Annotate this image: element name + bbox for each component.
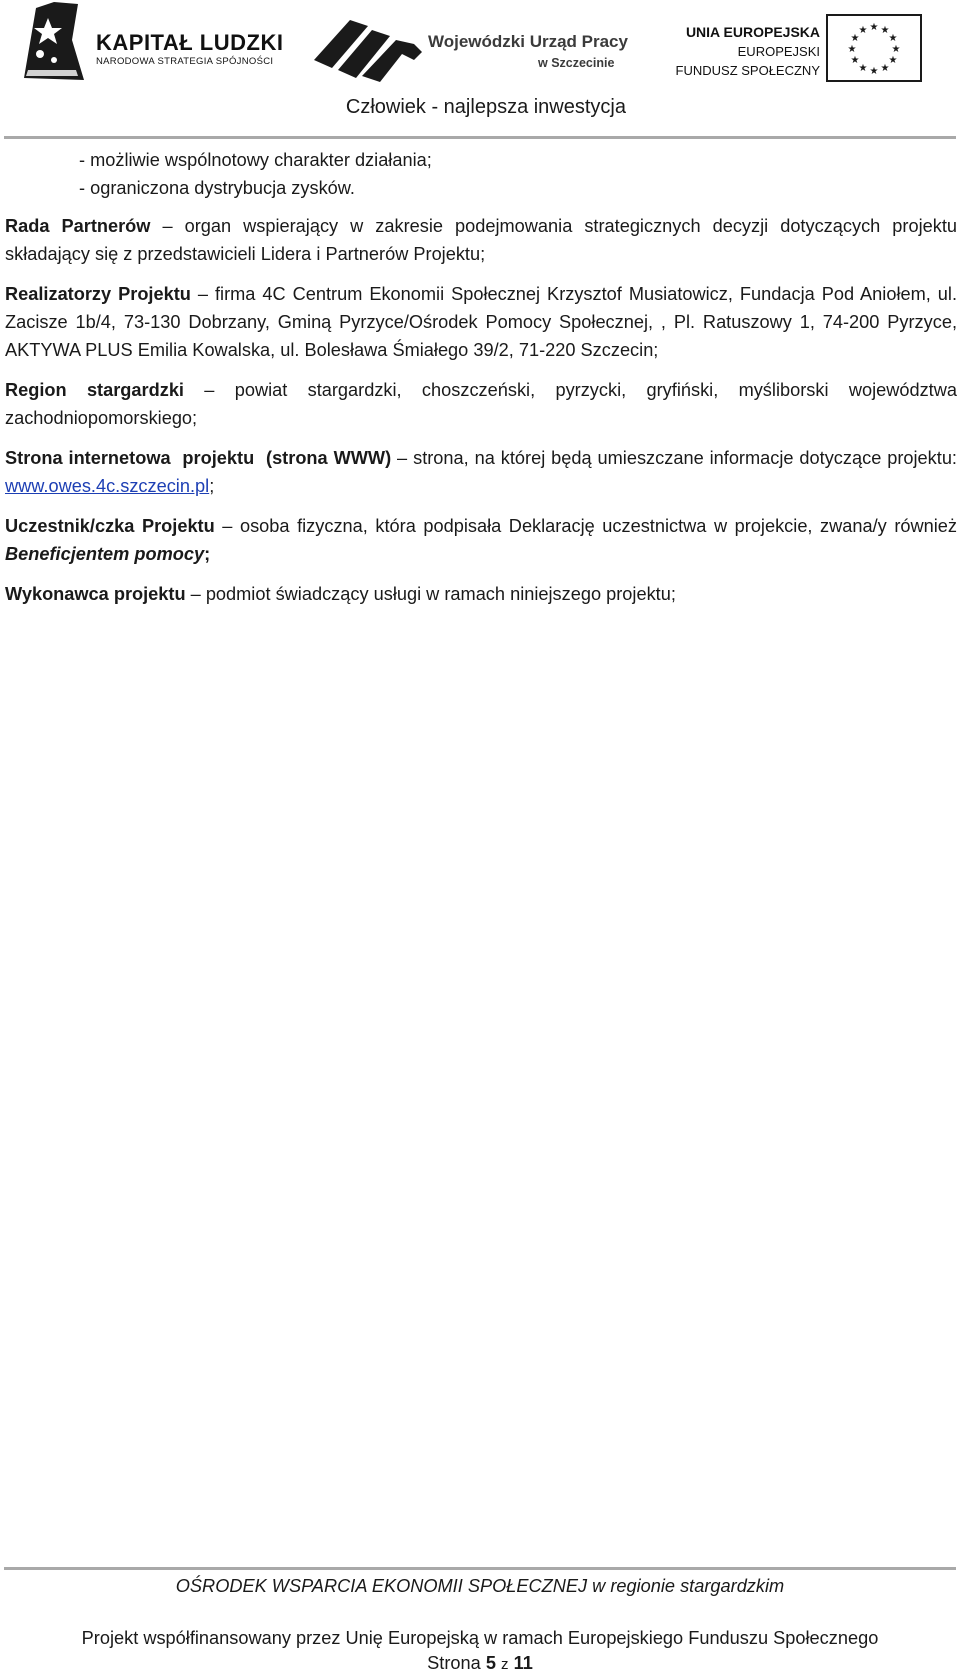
eu-fund-line2: FUNDUSZ SPOŁECZNY: [675, 63, 820, 78]
definition-term: Region stargardzki: [5, 380, 184, 400]
svg-text:★: ★: [888, 33, 898, 44]
definition-uczestnik-projektu: [5, 512, 957, 568]
definition-region-stargardzki: [5, 376, 957, 432]
header-motto: Człowiek - najlepsza inwestycja: [345, 96, 626, 118]
list-item: - możliwie wspólnotowy charakter działania;: [79, 150, 432, 170]
wup-logo: [310, 14, 630, 84]
definition-text: – powiat stargardzki, choszczeński, pyrzycki, gryfiński, myśliborski województwa zachodniopomorskiego;: [5, 380, 957, 428]
header-divider: [4, 136, 956, 139]
kapital-ludzki-title: KAPITAŁ LUDZKI: [96, 30, 284, 55]
svg-text:★: ★: [858, 63, 868, 74]
svg-text:★: ★: [850, 33, 860, 44]
svg-text:★: ★: [891, 44, 901, 55]
footer-cofinancing: Projekt współfinansowany przez Unię Europejską w ramach Europejskiego Funduszu Społecznego: [81, 1628, 879, 1648]
wup-emblem-icon: [310, 14, 428, 84]
page-number: [0, 1653, 960, 1674]
svg-text:★: ★: [858, 25, 868, 36]
definition-term: Wykonawca projektu: [5, 584, 186, 604]
definition-text: – osoba fizyczna, która podpisała Deklarację uczestnictwa w projekcie, zwana/y również: [214, 516, 957, 536]
definition-punct: ;: [204, 544, 211, 564]
svg-text:★: ★: [880, 25, 890, 36]
project-website-link[interactable]: www.owes.4c.szczecin.pl: [5, 476, 210, 496]
kapital-ludzki-logo: [14, 0, 286, 86]
svg-text:★: ★: [888, 55, 898, 66]
definition-term: Rada Partnerów: [5, 216, 151, 236]
wup-city: w Szczecinie: [538, 56, 615, 70]
definition-text: – podmiot świadczący usługi w ramach niniejszego projektu;: [185, 584, 676, 604]
definition-term: Uczestnik/czka Projektu: [5, 516, 215, 536]
document-body: [5, 146, 957, 608]
footer-divider: [4, 1567, 956, 1570]
definition-text: – firma 4C Centrum Ekonomii Społecznej Krzysztof Musiatowicz, Fundacja Pod Aniołem, ul. Zacisze 1b/4, 73-130 Dobrzany, Gminą Pyrzyce/Ośrodek Pomocy Społecznej, , Pl. Ratuszowy 1, 74-200 Pyrzyce, AKTYWA PLUS Emilia Kowalska, ul. Bolesława Śmiałego 39/2, 71-220 Szczecin;: [5, 284, 958, 360]
page-total: 11: [513, 1653, 533, 1673]
definition-text: – organ wspierający w zakresie podejmowania strategicznych decyzji dotyczących projektu składający się z przedstawicieli Lidera i Partnerów Projektu;: [5, 216, 957, 264]
definition-punct: ;: [209, 476, 215, 496]
svg-text:★: ★: [880, 63, 890, 74]
definition-emphasis: Beneficjentem pomocy: [5, 544, 205, 564]
definition-wykonawca-projektu: [5, 580, 957, 608]
definition-term: Strona internetowa projektu (strona WWW): [5, 448, 392, 468]
svg-text:★: ★: [850, 55, 860, 66]
page-header: [0, 0, 960, 140]
definition-strona-internetowa: [5, 444, 957, 500]
definition-rada-partnerow: [5, 212, 957, 268]
page-separator: z: [501, 1656, 509, 1673]
kapital-ludzki-emblem-icon: [14, 0, 92, 86]
definition-text: – strona, na której będą umieszczane informacje dotyczące projektu:: [391, 448, 957, 468]
page-current: 5: [485, 1653, 496, 1673]
eu-logo: [672, 14, 922, 86]
page-prefix: Strona: [427, 1653, 481, 1673]
eu-fund-line1: EUROPEJSKI: [737, 44, 820, 59]
wup-name: Wojewódzki Urząd Pracy: [428, 32, 628, 51]
eu-flag-icon: [826, 14, 922, 82]
svg-text:★: ★: [869, 66, 879, 77]
svg-text:★: ★: [847, 44, 857, 55]
eu-title: UNIA EUROPEJSKA: [685, 24, 820, 40]
bullet-list: [5, 146, 957, 202]
definition-realizatorzy-projektu: [5, 280, 957, 364]
kapital-ludzki-subtitle: NARODOWA STRATEGIA SPÓJNOŚCI: [96, 56, 274, 67]
definition-term: Realizatorzy Projektu: [5, 284, 191, 304]
list-item: - ograniczona dystrybucja zysków.: [79, 178, 355, 198]
footer-organization: OŚRODEK WSPARCIA EKONOMII SPOŁECZNEJ w regionie stargardzkim: [175, 1576, 785, 1596]
svg-text:★: ★: [869, 22, 879, 33]
